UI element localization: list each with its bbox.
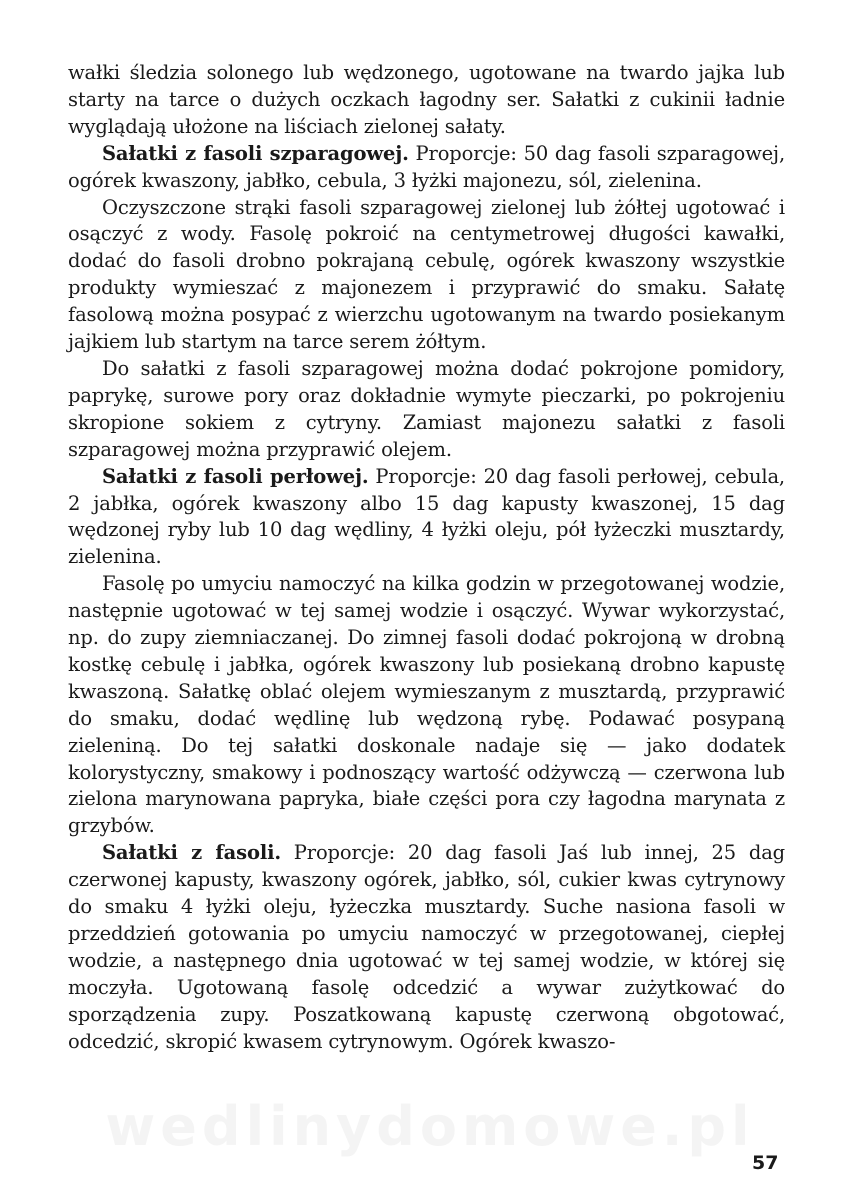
recipe-title: Sałatki z fasoli szparagowej.: [102, 141, 409, 165]
paragraph-variation: [68, 356, 785, 464]
paragraph-method: [68, 571, 785, 840]
paragraph-continuation: [68, 60, 785, 141]
page-number: 57: [752, 1152, 779, 1174]
recipe-pearl-bean-salad: [68, 464, 785, 572]
paragraph-text: Fasolę po umyciu namoczyć na kilka godzin w przegotowanej wodzie, następnie ugotować w tej samej wodzie i osączyć. Wywar wykorzystać, np. do zupy ziemniaczanej. Do zimnej fasoli dodać pokrojoną w drobną kostkę cebulę i jabłka, ogórek kwaszony lub posiekaną drobno kapustę kwaszoną. Sałatkę oblać olejem wymieszanym z musztardą, przyprawić do smaku, dodać wędlinę lub wędzoną rybę. Podawać posypaną zieleniną. Do tej sałatki doskonale nadaje się — jako dodatek kolorystyczny, smakowy i podnoszący wartość odżywczą — czerwona lub zielona marynowana papryka, białe części pora czy łagodna marynata z grzybów.: [68, 572, 785, 838]
recipe-title: Sałatki z fasoli.: [102, 841, 281, 865]
page-body: [68, 60, 785, 1056]
paragraph-method: [68, 195, 785, 356]
recipe-ingredients: Proporcje: 50 dag fasoli szparagowej, ogórek kwaszony, jabłko, cebula, 3 łyżki majonezu, sól, zielenina.: [68, 141, 785, 192]
recipe-title: Sałatki z fasoli perłowej.: [102, 464, 369, 488]
recipe-ingredients: Proporcje: 20 dag fasoli perłowej, cebula, 2 jabłka, ogórek kwaszony albo 15 dag kapusty kwaszonej, 15 dag wędzonej ryby lub 10 dag wędliny, 4 łyżki oleju, pół łyżeczki musztardy, zielenina.: [68, 464, 785, 569]
paragraph-text: Oczyszczone strąki fasoli szparagowej zielonej lub żółtej ugotować i osączyć z wody. Fasolę pokroić na centymetrowej długości kawałki, dodać do fasoli drobno pokrajaną cebulę, ogórek kwaszony wszystkie produkty wymieszać z majonezem i przyprawić do smaku. Sałatę fasolową można posypać z wierzchu ugotowanym na twardo posiekanym jajkiem lub startym na tarce serem żółtym.: [68, 195, 785, 354]
paragraph-text: wałki śledzia solonego lub wędzonego, ugotowane na twardo jajka lub starty na tarce o dużych oczkach łagodny ser. Sałatki z cukinii ładnie wyglądają ułożone na liściach zielonej sałaty.: [68, 61, 785, 138]
recipe-bean-salad: [68, 840, 785, 1055]
recipe-green-bean-salad: [68, 141, 785, 195]
site-watermark: wedlinydomowe.pl: [105, 1095, 755, 1158]
recipe-text: Proporcje: 20 dag fasoli Jaś lub innej, 25 dag czerwonej kapusty, kwaszony ogórek, jabłko, sól, cukier kwas cytrynowy do smaku 4 łyżki oleju, łyżeczka musztardy. Suche nasiona fasoli w przeddzień gotowania po umyciu namoczyć w przegotowanej, ciepłej wodzie, a następnego dnia ugotować w tej samej wodzie, w której się moczyła. Ugotowaną fasolę odcedzić a wywar zużytkować do sporządzenia zupy. Poszatkowaną kapustę czerwoną obgotować, odcedzić, skropić kwasem cytrynowym. Ogórek kwaszo-: [68, 841, 786, 1053]
paragraph-text: Do sałatki z fasoli szparagowej można dodać pokrojone pomidory, paprykę, surowe pory oraz dokładnie wymyte pieczarki, po pokrojeniu skropione sokiem z cytryny. Zamiast majonezu sałatki z fasoli szparagowej można przyprawić olejem.: [68, 356, 785, 461]
